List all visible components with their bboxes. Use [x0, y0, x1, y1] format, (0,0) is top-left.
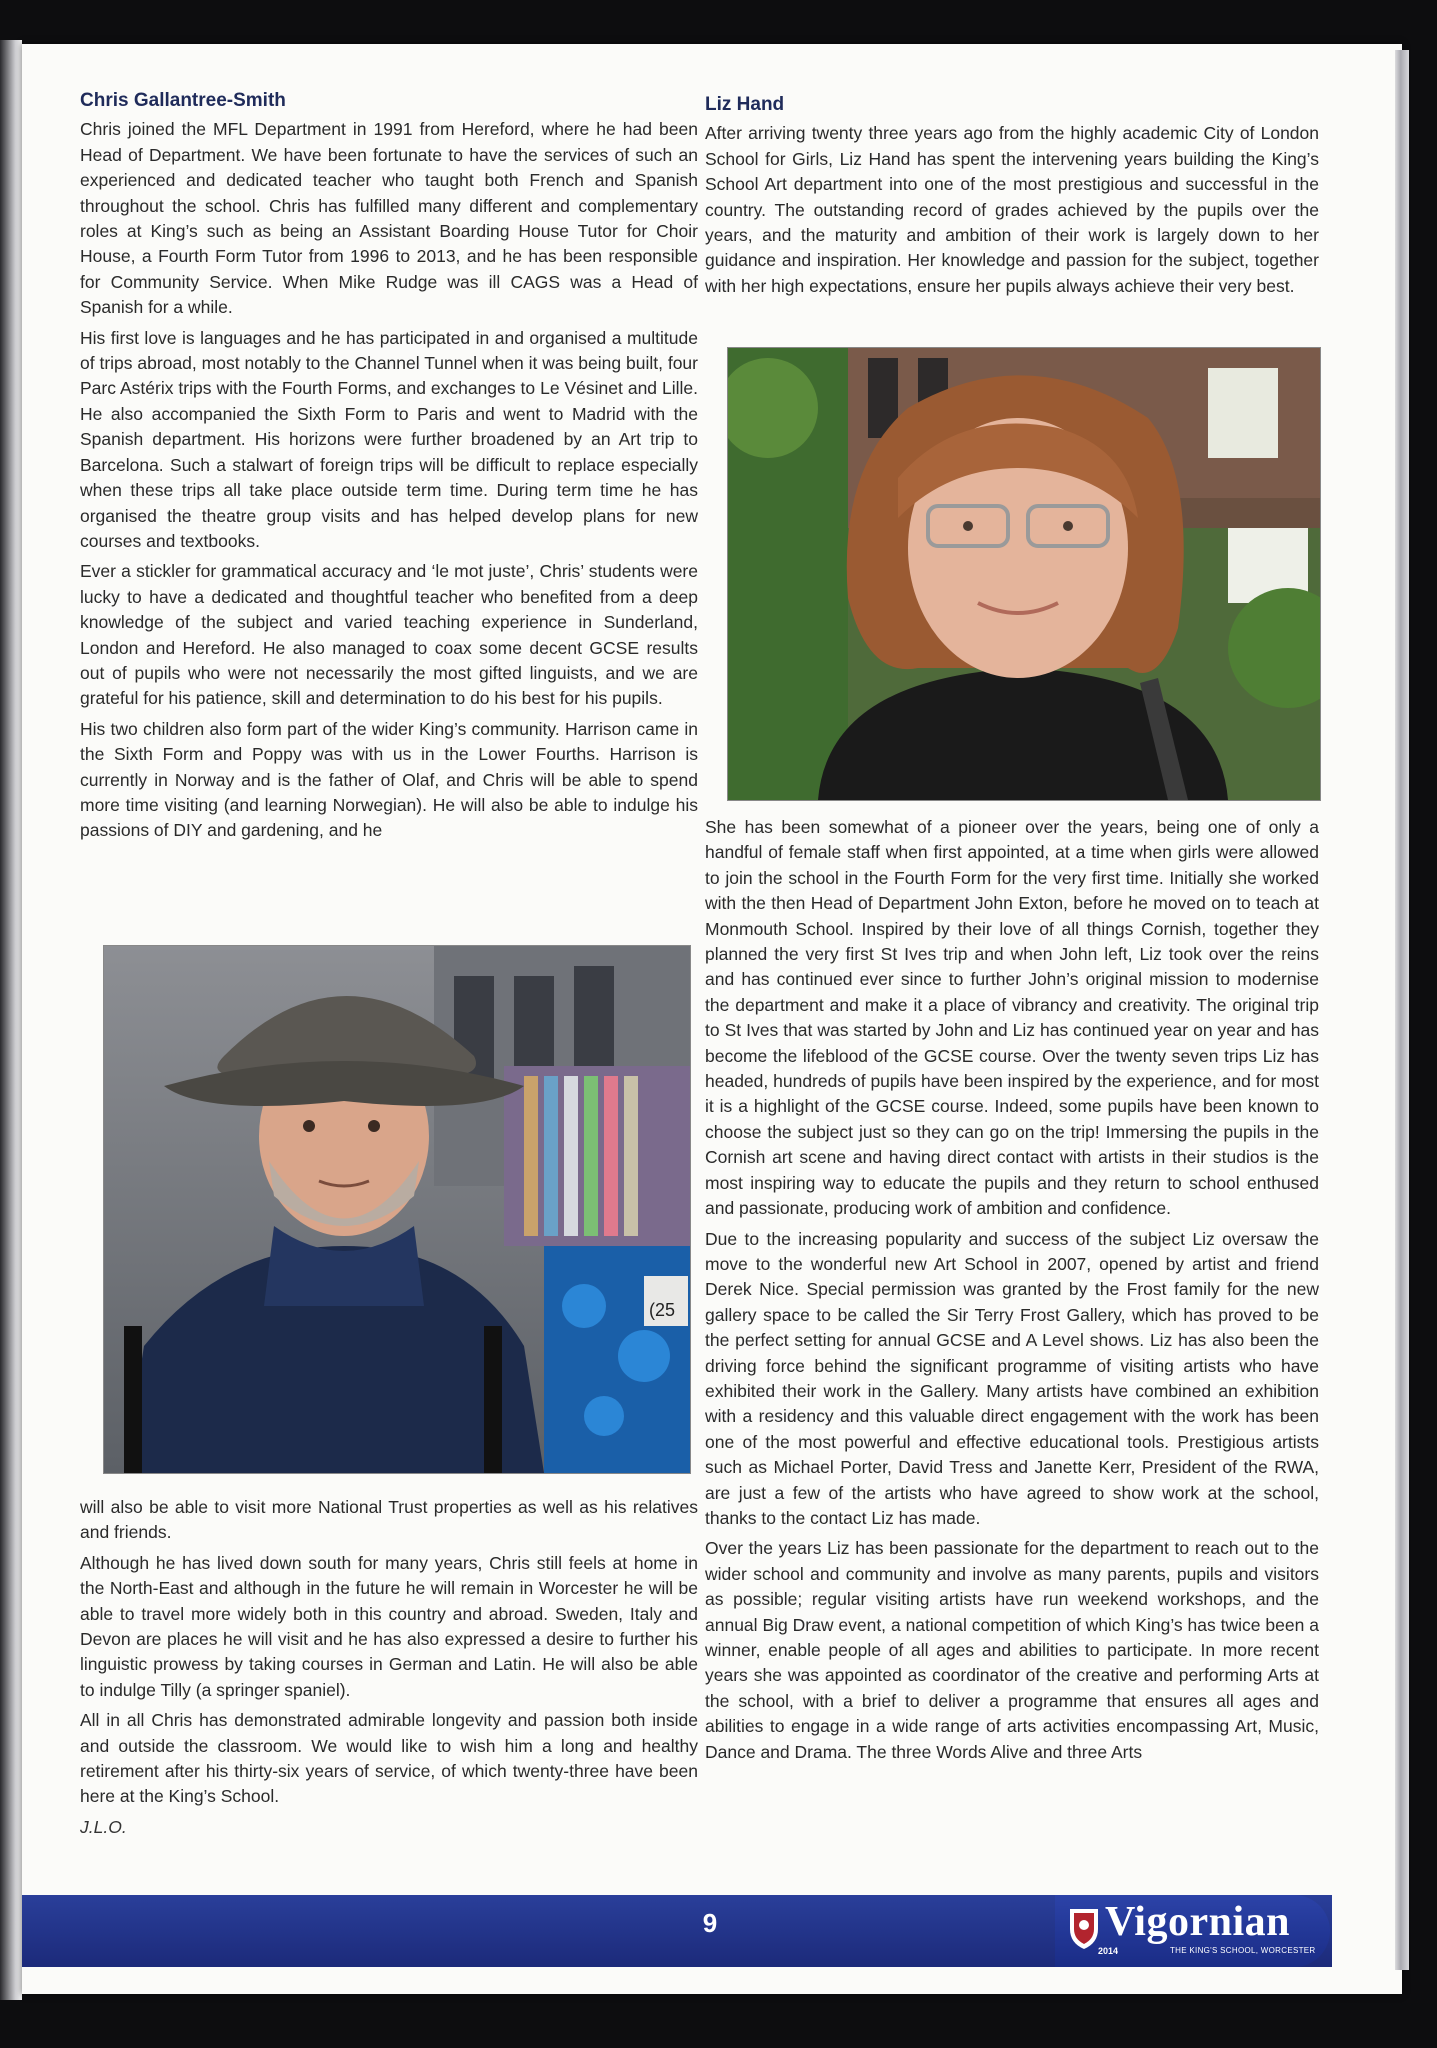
paragraph: His first love is languages and he has participated in and organised a multitude of trips abroad, most notably to the Channel Tunnel when it was being built, four Parc Astérix trips with the Fourth Forms, and exchanges to Le Vésinet and Lille. He also accompanied the Sixth Form to Paris and went to Madrid with the Spanish department. His horizons were further broadened by an Art trip to Barcelona. Such a stalwart of foreign trips will be difficult to replace especially when these trips all take place outside term time. During term time he has organised the theatre group visits and has helped develop plans for new courses and textbooks.: [80, 327, 698, 551]
paragraph: Chris joined the MFL Department in 1991 from Hereford, where he had been Head of Department. We have been fortunate to have the services of such an experienced and dedicated teacher who taught both French and Spanish throughout the school. Chris has fulfilled many different and complementary roles at King’s such as being an Assistant Boarding House Tutor for Choir House, a Fourth Form Tutor from 1996 to 2013, and he has been responsible for Community Service. When Mike Rudge was ill CAGS was a Head of Spanish for a while.: [80, 119, 698, 318]
paragraph: All in all Chris has demonstrated admirable longevity and passion both inside and outside the classroom. We would like to wish him a long and healthy retirement after his thirty-six years of service, of which twenty-three have been here at the King’s School.: [80, 1710, 698, 1807]
page-spine-shadow: [0, 40, 22, 2000]
crest-icon: [1066, 1905, 1102, 1951]
price-sign: (25: [649, 1300, 676, 1320]
article-chris-continued: [80, 1495, 698, 1845]
brand-name: Vigornian: [1105, 1899, 1290, 1945]
paragraph: After arriving twenty three years ago from the highly academic City of London School for Girls, Liz Hand has spent the intervening years building the King’s School Art department into one of the most prestigious and successful in the country. The outstanding record of grades achieved by the pupils over the years, and the maturity and ambition of their work is largely down to her guidance and inspiration. Her knowledge and passion for the subject, together with her high expectations, ensure her pupils always achieve their very best.: [705, 123, 1319, 296]
article-liz-continued: [705, 815, 1319, 1770]
page-number: 9: [702, 1908, 718, 1938]
brand-year: 2014: [1098, 1946, 1119, 1956]
author-signature: J.L.O.: [80, 1816, 127, 1837]
photo-liz: [727, 347, 1321, 801]
photo-chris: [103, 945, 691, 1474]
paragraph: His two children also form part of the wider King’s community. Harrison came in the Sixth Form and Poppy was with us in the Lower Fourths. Harrison is currently in Norway and is the father of Olaf, and Chris will be able to spend more time visiting (and learning Norwegian). He will also be able to indulge his passions of DIY and gardening, and he: [80, 718, 698, 841]
article-chris: [80, 88, 698, 849]
paragraph: will also be able to visit more National Trust properties as well as his relatives and friends.: [80, 1497, 698, 1543]
paragraph: Ever a stickler for grammatical accuracy and ‘le mot juste’, Chris’ students were lucky to have a dedicated and thoughtful teacher who benefited from a deep knowledge of the subject and varied teaching experience in Sunderland, London and Hereford. He also managed to coax some decent GCSE results out of pupils who were not necessarily the most gifted linguists, and we are grateful for his patience, skill and determination to do his best for his pupils.: [80, 561, 698, 709]
paragraph: She has been somewhat of a pioneer over the years, being one of only a handful of female staff when first appointed, at a time when girls were allowed to join the school in the Fourth Form for the very first time. Initially she worked with the then Head of Department John Exton, before he moved on to teach at Monmouth School. Inspired by their love of all things Cornish, together they planned the very first St Ives trip and when John left, Liz took over the reins and has continued ever since to further John’s original mission to modernise the department and make it a place of vibrancy and creativity. The original trip to St Ives that was started by John and Liz has continued year on year and has become the lifeblood of the GCSE course. Over the twenty seven trips Liz has headed, hundreds of pupils have been inspired by the experience, and for most it is a highlight of the GCSE course. Indeed, some pupils have been known to choose the subject just so they can go on the trip! Immersing the pupils in the Cornish art scene and having direct contact with artists in their studios is the most inspiring way to educate the pupils and they return to school enthused and passionate, producing work of ambition and confidence.: [705, 817, 1319, 1219]
article-heading: Chris Gallantree-Smith: [80, 90, 286, 111]
paragraph: Due to the increasing popularity and success of the subject Liz oversaw the move to the wonderful new Art School in 2007, opened by artist and friend Derek Nice. Special permission was granted by the Frost family for the new gallery space to be called the Sir Terry Frost Gallery, which has proved to be the perfect setting for annual GCSE and A Level shows. Liz has also been the driving force behind the significant programme of visiting artists who have exhibited their work in the Gallery. Many artists have combined an exhibition with a residency and this valuable direct engagement with the work has been one of the most powerful and effective educational tools. Prestigious artists such as Michael Porter, David Tress and Janette Kerr, President of the RWA, are just a few of the artists who have agreed to show work at the school, thanks to the contact Liz has made.: [705, 1228, 1319, 1528]
brand-subtitle: THE KING'S SCHOOL, WORCESTER: [1170, 1946, 1316, 1955]
article-heading: Liz Hand: [705, 94, 785, 115]
paragraph: Although he has lived down south for many years, Chris still feels at home in the North-East and although in the future he will remain in Worcester he will be able to travel more widely both in this country and abroad. Sweden, Italy and Devon are places he will visit and he has also expressed a desire to further his linguistic prowess by taking courses in German and Latin. He will also be able to indulge Tilly (a springer spaniel).: [80, 1552, 698, 1700]
page-stack-edge: [1395, 50, 1409, 1970]
paragraph: Over the years Liz has been passionate for the department to reach out to the wider school and community and involve as many parents, pupils and visitors as possible; regular visiting artists have run weekend workshops, and the annual Big Draw event, a national competition of which King’s has twice been a winner, enable people of all ages and abilities to participate. In more recent years she was appointed as coordinator of the creative and performing Arts at the school, with a brief to deliver a programme that ensures all ages and abilities to engage in a wide range of arts activities encompassing Art, Music, Dance and Drama. The three Words Alive and three Arts: [705, 1538, 1319, 1762]
article-liz: [705, 92, 1319, 304]
